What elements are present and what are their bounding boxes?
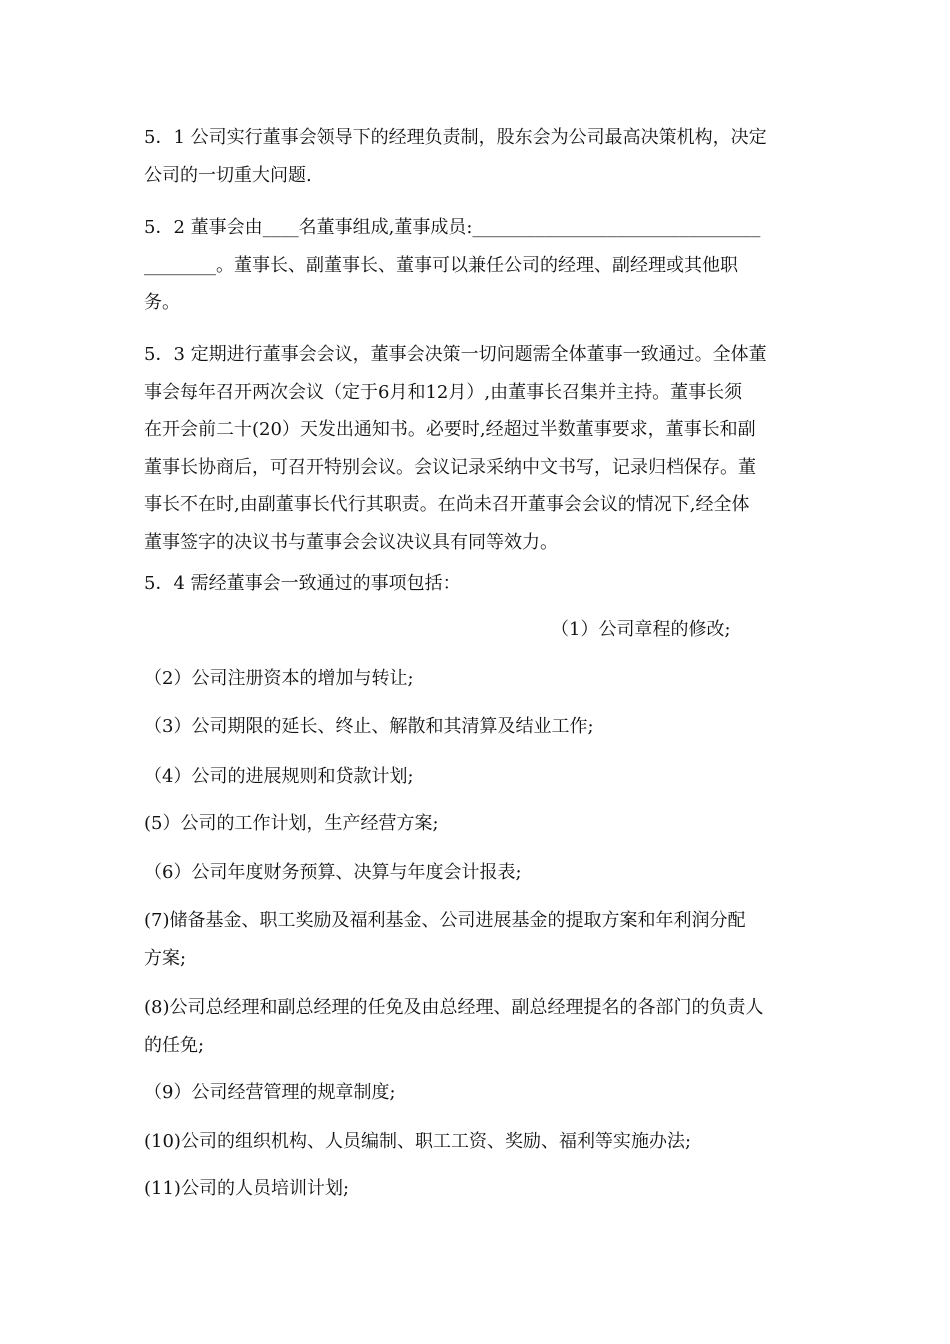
list-item-2: （2）公司注册资本的增加与转让; <box>144 668 414 689</box>
paragraph-5-3 <box>144 336 809 562</box>
paragraph-5-1 <box>144 119 809 194</box>
list-item-4: （4）公司的进展规则和贷款计划; <box>144 766 414 787</box>
paragraph-line: 方案; <box>144 947 187 969</box>
paragraph-line: 5．2 董事会由____名董事组成,董事成员:________________________________ <box>144 217 761 238</box>
paragraph-line: 事长不在时,由副董事长代行其职责。在尚未召开董事会会议的情况下,经全体 <box>144 494 750 516</box>
paragraph-line: ________。董事长、副董事长、董事可以兼任公司的经理、副经理或其他职 <box>144 254 738 276</box>
list-item-3: （3）公司期限的延长、终止、解散和其清算及结业工作; <box>144 716 594 737</box>
paragraph-line: 5．3 定期进行董事会会议，董事会决策一切问题需全体董事一致通过。全体董 <box>144 344 767 365</box>
paragraph-line: 董事长协商后，可召开特别会议。会议记录采纳中文书写，记录归档保存。董 <box>144 456 756 478</box>
paragraph-line: 公司的一切重大问题. <box>144 164 312 186</box>
list-item-6: （6）公司年度财务预算、决算与年度会计报表; <box>144 862 522 883</box>
paragraph-line: 的任免; <box>144 1034 205 1056</box>
list-item-9: （9）公司经营管理的规章制度; <box>144 1082 396 1103</box>
paragraph-line: 事会每年召开两次会议（定于6月和12月）,由董事长召集并主持。董事长须 <box>144 381 743 403</box>
list-item-1: （1）公司章程的修改; <box>551 619 731 640</box>
paragraph-line: 务。 <box>144 292 180 314</box>
paragraph-line: 董事签字的决议书与董事会会议决议具有同等效力。 <box>144 531 558 553</box>
paragraph-5-4-intro: 5．4 需经董事会一致通过的事项包括： <box>144 573 461 594</box>
list-item-10: (10)公司的组织机构、人员编制、职工工资、奖励、福利等实施办法; <box>144 1131 692 1152</box>
paragraph-line: 5．1 公司实行董事会领导下的经理负责制，股东会为公司最高决策机构，决定 <box>144 127 767 148</box>
list-item-7 <box>144 902 809 977</box>
paragraph-line: (8)公司总经理和副总经理的任免及由总经理、副总经理提名的各部门的负责人 <box>144 997 764 1018</box>
list-item-11: (11)公司的人员培训计划; <box>144 1178 350 1199</box>
list-item-5: (5）公司的工作计划，生产经营方案; <box>144 813 439 834</box>
paragraph-line: (7)储备基金、职工奖励及福利基金、公司进展基金的提取方案和年利润分配 <box>144 910 746 931</box>
paragraph-5-2 <box>144 209 809 322</box>
list-item-8 <box>144 989 809 1064</box>
paragraph-line: 在开会前二十(20）天发出通知书。必要时,经超过半数董事要求，董事长和副 <box>144 419 756 441</box>
